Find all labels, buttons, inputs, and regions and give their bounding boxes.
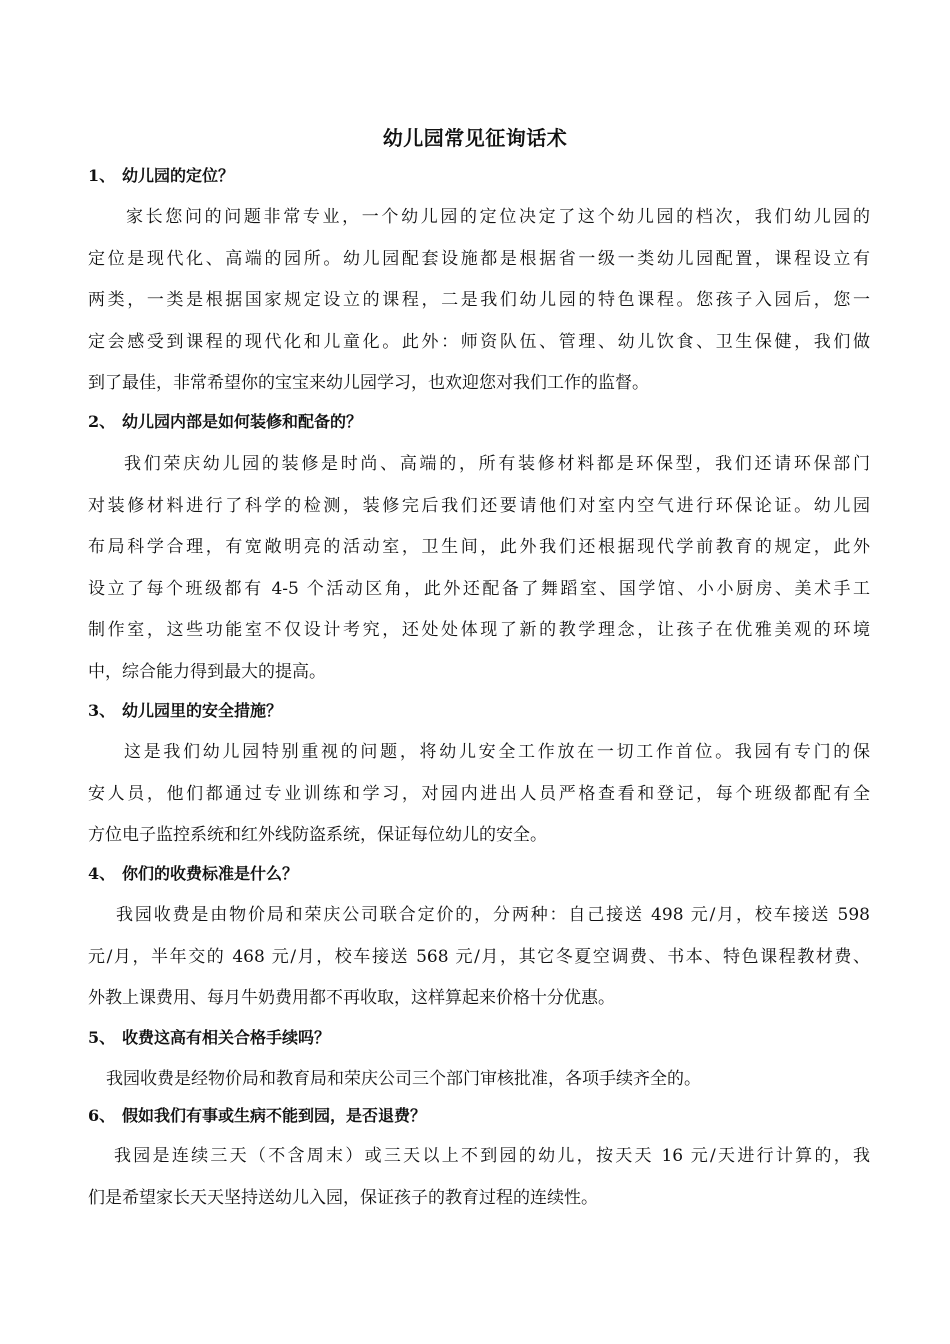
answer-line: 外教上课费用、每月牛奶费用都不再收取，这样算起来价格十分优惠。	[88, 988, 615, 1008]
question-number: 5、	[88, 1028, 116, 1047]
answer-line: 元/月，半年交的 468 元/月，校车接送 568 元/月，其它冬夏空调费、书本、特色课程教材费、	[88, 946, 870, 967]
answer-line: 方位电子监控系统和红外线防盗系统，保证每位幼儿的安全。	[88, 825, 547, 845]
answer-line: 对装修材料进行了科学的检测，装修完后我们还要请他们对室内空气进行环保论证。幼儿园	[88, 495, 870, 516]
answer-line: 设立了每个班级都有 4-5 个活动区角，此外还配备了舞蹈室、国学馆、小小厨房、美术手工	[88, 578, 870, 599]
answer-line: 两类，一类是根据国家规定设立的课程，二是我们幼儿园的特色课程。您孩子入园后，您一	[88, 290, 870, 310]
question-text: 幼儿园内部是如何装修和配备的？	[122, 412, 363, 431]
question-number: 6、	[88, 1106, 116, 1125]
question-text: 假如我们有事或生病不能到园，是否退费？	[122, 1106, 427, 1125]
question-number: 4、	[88, 864, 116, 883]
answer-line: 家长您问的问题非常专业，一个幼儿园的定位决定了这个幼儿园的档次，我们幼儿园的	[126, 207, 870, 227]
answer-line: 中，综合能力得到最大的提高。	[88, 661, 326, 682]
answer-line: 这是我们幼儿园特别重视的问题，将幼儿安全工作放在一切工作首位。我园有专门的保	[124, 742, 870, 762]
answer-paragraph-1	[88, 197, 870, 405]
answer-line: 布局科学合理，有宽敞明亮的活动室，卫生间，此外我们还根据现代学前教育的规定，此外	[88, 537, 870, 557]
question-number: 1、	[88, 166, 116, 185]
answer-line: 定会感受到课程的现代化和儿童化。此外：师资队伍、管理、幼儿饮食、卫生保健，我们做	[88, 331, 870, 352]
answer-line: 定位是现代化、高端的园所。幼儿园配套设施都是根据省一级一类幼儿园配置，课程设立有	[88, 248, 870, 269]
question-text: 幼儿园里的安全措施？	[122, 701, 283, 720]
question-heading-3	[88, 699, 868, 723]
question-text: 幼儿园的定位？	[122, 166, 235, 185]
question-heading-4	[88, 862, 868, 886]
answer-paragraph-4	[88, 895, 870, 1020]
answer-paragraph-3	[88, 732, 870, 857]
answer-paragraph-6	[88, 1136, 870, 1219]
answer-line: 们是希望家长天天坚持送幼儿入园，保证孩子的教育过程的连续性。	[88, 1187, 598, 1208]
answer-paragraph-2	[88, 444, 870, 693]
answer-line: 我们荣庆幼儿园的装修是时尚、高端的，所有装修材料都是环保型，我们还请环保部门	[124, 454, 870, 474]
question-heading-2	[88, 410, 868, 434]
answer-paragraph-5	[88, 1059, 870, 1101]
question-heading-1	[88, 164, 868, 188]
question-text: 你们的收费标准是什么？	[122, 864, 299, 883]
question-text: 收费这高有相关合格手续吗？	[122, 1028, 331, 1047]
question-heading-5	[88, 1026, 868, 1050]
question-number: 3、	[88, 701, 116, 720]
answer-line: 我园收费是由物价局和荣庆公司联合定价的，分两种：自己接送 498 元/月，校车接送 598	[116, 905, 870, 925]
question-heading-6	[88, 1104, 868, 1128]
answer-line: 安人员，他们都通过专业训练和学习，对园内进出人员严格查看和登记，每个班级都配有全	[88, 783, 870, 804]
answer-line: 我园收费是经物价局和教育局和荣庆公司三个部门审核批准，各项手续齐全的。	[106, 1069, 701, 1089]
answer-line: 我园是连续三天（不含周末）或三天以上不到园的幼儿，按天天 16 元/天进行计算的，我	[114, 1146, 870, 1166]
answer-line: 制作室，这些功能室不仅设计考究，还处处体现了新的教学理念，让孩子在优雅美观的环境	[88, 620, 870, 640]
question-number: 2、	[88, 412, 116, 431]
document-title: 幼儿园常见征询话术	[382, 126, 568, 150]
answer-line: 到了最佳，非常希望你的宝宝来幼儿园学习，也欢迎您对我们工作的监督。	[88, 373, 649, 393]
